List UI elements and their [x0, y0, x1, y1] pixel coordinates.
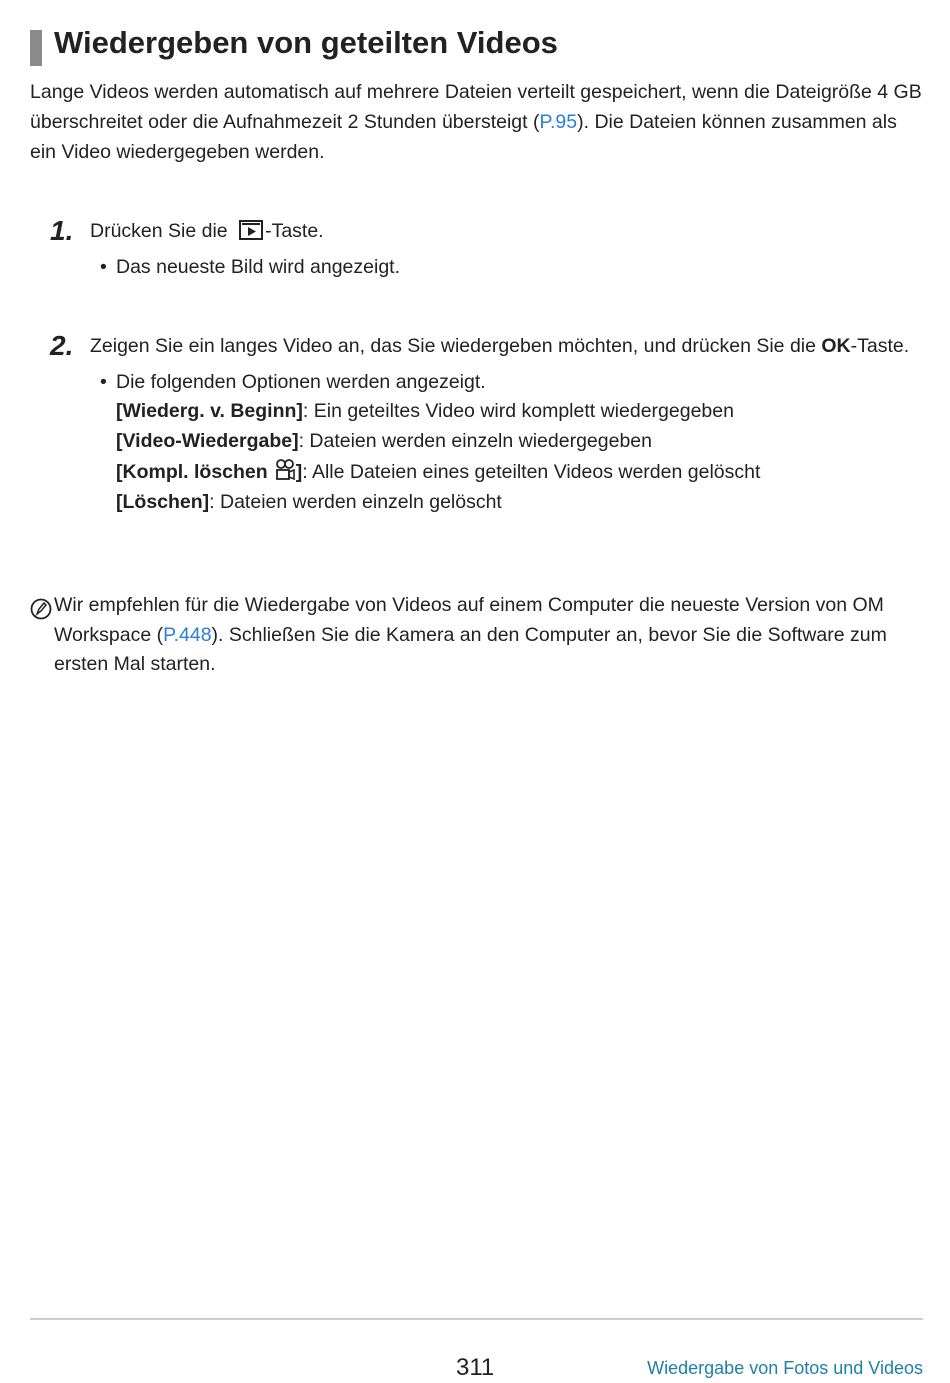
step-text-after: -Taste.: [850, 335, 910, 357]
step-text-before: Drücken Sie die: [90, 220, 234, 242]
option-item: [116, 426, 652, 456]
step-text-before: Zeigen Sie ein langes Video an, das Sie wiedergeben möchten, und drücken Sie die: [90, 335, 822, 357]
option-desc: : Ein geteiltes Video wird komplett wiedergegeben: [302, 400, 734, 422]
page-title: Wiedergeben von geteilten Videos: [54, 25, 558, 60]
playback-button-icon: [239, 219, 263, 249]
movie-camera-icon: [274, 459, 296, 490]
tip-note: [30, 591, 910, 680]
bullet-text: Das neueste Bild wird angezeigt.: [116, 256, 400, 278]
list-item: • Die folgenden Optionen werden angezeigt.: [100, 371, 486, 393]
note-text: Wir empfehlen für die Wiedergabe von Videos auf einem Computer die neueste Version von OM Workspace (P.448). Schließen Sie die Kamera an den Computer an, bevor Sie die Software zum ersten Mal starten.: [54, 594, 887, 675]
option-desc: : Dateien werden einzeln wiedergegeben: [298, 430, 652, 452]
page-number: 311: [456, 1354, 495, 1381]
intro-paragraph: [30, 77, 925, 167]
option-desc: : Dateien werden einzeln gelöscht: [209, 491, 502, 513]
option-item: [116, 487, 502, 517]
intro-text-1: Lange Videos werden automatisch auf mehrere Dateien verteilt gespeichert, wenn die Dateigröße 4 GB überschreitet oder die Aufnahmezeit 2 Stunden übersteigt (: [30, 81, 922, 133]
option-item: [116, 396, 734, 426]
step-number: 1.: [50, 215, 74, 246]
title-accent-bar: [30, 30, 42, 66]
step-text: [90, 331, 909, 361]
option-name: [Wiederg. v. Beginn]: [116, 400, 303, 422]
page-link-p448[interactable]: P.448: [163, 623, 212, 646]
option-desc: : Alle Dateien eines geteilten Videos werden gelöscht: [302, 461, 761, 483]
chapter-link[interactable]: Wiedergabe von Fotos und Videos: [647, 1358, 923, 1378]
step-text: [90, 216, 324, 249]
page-link-p95[interactable]: P.95: [539, 111, 578, 133]
option-name: [Video-Wiedergabe]: [116, 430, 299, 452]
step-text-after: -Taste.: [265, 220, 324, 242]
option-name: [Kompl. löschen ]: [116, 461, 302, 483]
step-number: 2.: [50, 330, 74, 361]
intro-text-2: ). Die Dateien können zusammen als ein Video wiedergegeben werden.: [30, 111, 897, 163]
ok-key-label: OK: [821, 335, 851, 357]
footer-divider: [30, 1318, 923, 1320]
tip-pencil-icon: [30, 598, 52, 630]
bullet-text: Die folgenden Optionen werden angezeigt.: [116, 371, 486, 393]
list-item: • Das neueste Bild wird angezeigt.: [100, 256, 400, 278]
option-item: [116, 457, 760, 490]
option-name: [Löschen]: [116, 491, 210, 513]
